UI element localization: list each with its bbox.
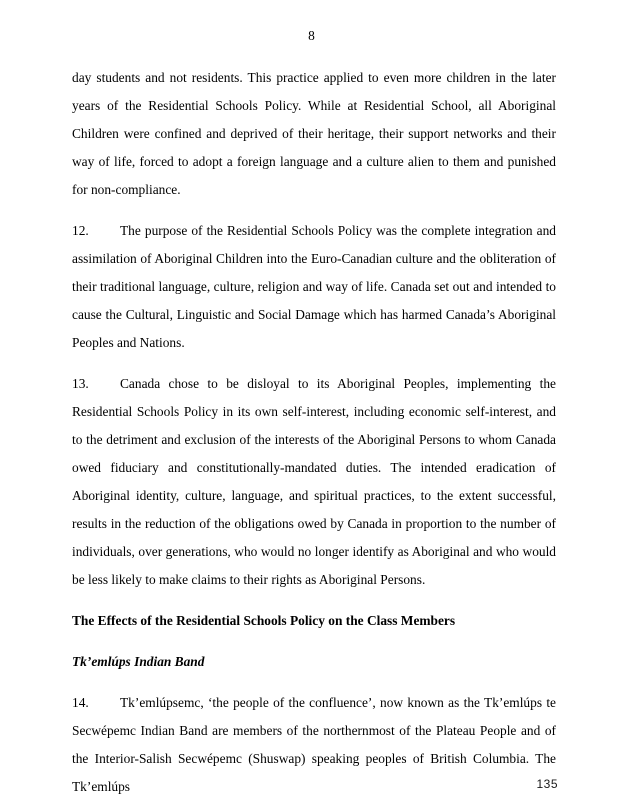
paragraph-12 — [72, 217, 556, 357]
document-body — [72, 64, 556, 807]
subsection-heading: Tk’emlúps Indian Band — [72, 654, 205, 669]
paragraph-13-text: Canada chose to be disloyal to its Aboriginal Peoples, implementing the Residential Schools Policy in its own self-interest, including economic self-interest, and to the detriment and exclusion of the interests of the Aboriginal Persons to whom Canada owed fiduciary and constitutionally-mandated duties. The intended eradication of Aboriginal identity, culture, language, and spiritual practices, to the extent successful, results in the reduction of the obligations owed by Canada in proportion to the number of individuals, over generations, who would no longer identify as Aboriginal and who would be less likely to make claims to their rights as Aboriginal Persons. — [72, 376, 556, 587]
section-heading: The Effects of the Residential Schools Policy on the Class Members — [72, 613, 456, 628]
paragraph-14-number: 14. — [72, 695, 89, 710]
paragraph-14 — [72, 689, 556, 801]
paragraph-12-number: 12. — [72, 223, 89, 238]
paragraph-continuation — [72, 64, 556, 204]
paragraph-12-text: The purpose of the Residential Schools Policy was the complete integration and assimilation of Aboriginal Children into the Euro-Canadian culture and the obliteration of their traditional language, culture, religion and way of life. Canada set out and intended to cause the Cultural, Linguistic and Social Damage which has harmed Canada’s Aboriginal Peoples and Nations. — [72, 223, 556, 350]
paragraph-13 — [72, 370, 556, 594]
paragraph-continuation-text: day students and not residents. This practice applied to even more children in the later years of the Residential Schools Policy. While at Residential School, all Aboriginal Children were confined and deprived of their heritage, their support networks and their way of life, forced to adopt a foreign language and a culture alien to them and punished for non-compliance. — [72, 70, 556, 197]
header-page-number: 8 — [308, 28, 315, 43]
paragraph-14-text: Tk’emlúpsemc, ‘the people of the confluence’, now known as the Tk’emlúps te Secwépemc Indian Band are members of the northernmost of the Plateau People and of the Interior-Salish Secwépemc (Shuswap) speaking peoples of British Columbia. The Tk’emlúps — [72, 695, 556, 794]
footer-stamp-number: 135 — [536, 777, 558, 791]
paragraph-13-number: 13. — [72, 376, 89, 391]
